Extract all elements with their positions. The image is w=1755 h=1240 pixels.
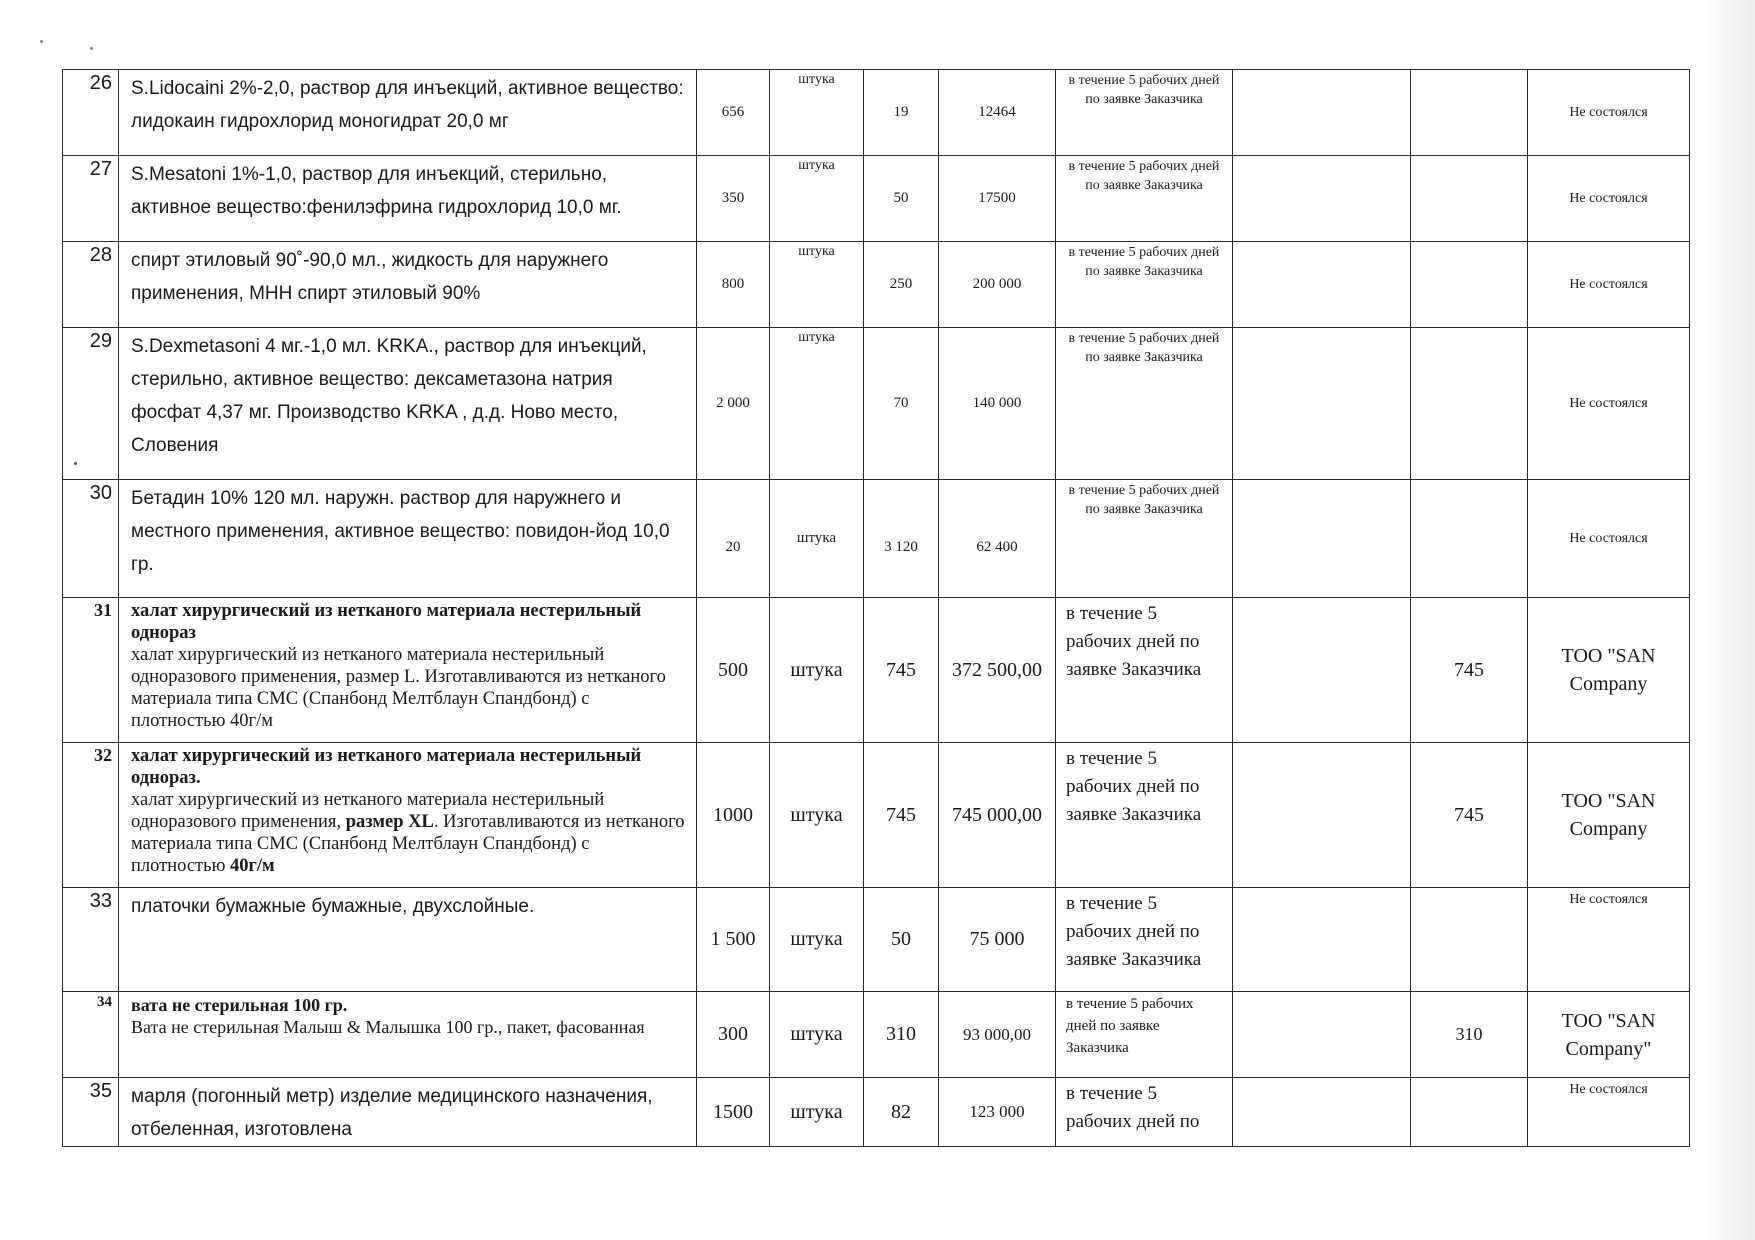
total-sum: 123 000	[939, 1078, 1056, 1147]
delivery-term: в течение 5 рабочих дней по заявке Заказчика	[1056, 242, 1233, 328]
supplier-name: ТОО "SAN Company	[1528, 598, 1690, 743]
unit: штука	[770, 992, 864, 1078]
item-description	[119, 598, 697, 743]
item-size: размер XL	[345, 812, 434, 832]
table-row	[63, 888, 1690, 992]
item-description: платочки бумажные бумажные, двухслойные.	[119, 888, 697, 992]
item-description: марля (погонный метр) изделие медицинского назначения, отбеленная, изготовлена	[119, 1078, 697, 1147]
unit: штука	[770, 888, 864, 992]
table-row	[63, 70, 1690, 156]
winner-price	[1411, 888, 1528, 992]
supplier-name: ТОО "SAN Company	[1528, 743, 1690, 888]
empty-cell	[1233, 328, 1411, 480]
item-detail: Вата не стерильная Малыш & Малышка 100 гр., пакет, фасованная	[131, 1017, 645, 1037]
empty-cell	[1233, 992, 1411, 1078]
unit-price: 745	[864, 598, 939, 743]
winner-price	[1411, 480, 1528, 598]
total-sum: 12464	[939, 70, 1056, 156]
delivery-term: в течение 5 рабочих дней по заявке Заказчика	[1056, 480, 1233, 598]
table-row	[63, 598, 1690, 743]
item-description	[119, 992, 697, 1078]
unit-price: 70	[864, 328, 939, 480]
table-row	[63, 992, 1690, 1078]
quantity: 300	[697, 992, 770, 1078]
item-title: халат хирургический из нетканого материала нестерильный однораз	[131, 601, 642, 643]
unit-price: 19	[864, 70, 939, 156]
total-sum: 745 000,00	[939, 743, 1056, 888]
supplier-name: ТОО "SAN Company"	[1528, 992, 1690, 1078]
winner-price	[1411, 70, 1528, 156]
empty-cell	[1233, 242, 1411, 328]
procurement-table	[62, 69, 1690, 1147]
quantity: 2 000	[697, 328, 770, 480]
status: Не состоялся	[1528, 888, 1690, 992]
empty-cell	[1233, 598, 1411, 743]
empty-cell	[1233, 70, 1411, 156]
table-row	[63, 242, 1690, 328]
delivery-term: в течение 5 рабочих дней по	[1056, 1078, 1233, 1147]
status: Не состоялся	[1528, 242, 1690, 328]
row-number-text: 29	[89, 330, 112, 352]
item-detail-part: халат хирургический из нетканого материала нестерильный одноразового применения,	[131, 790, 605, 832]
item-detail: халат хирургический из нетканого материала нестерильный одноразового применения, размер L. Изготавливаются из нетканого материала типа СМС (Спанбонд Мелтблаун Спандбонд) с плотностью 40г/м	[131, 645, 666, 731]
status: Не состоялся	[1528, 328, 1690, 480]
total-sum: 372 500,00	[939, 598, 1056, 743]
table-row	[63, 156, 1690, 242]
row-number: 31	[63, 598, 119, 743]
item-density: 40г/м	[230, 856, 275, 876]
item-description: спирт этиловый 90˚-90,0 мл., жидкость для наружнего применения, МНН спирт этиловый 90%	[119, 242, 697, 328]
row-number: 32	[63, 743, 119, 888]
item-description: S.Dexmetasoni 4 мг.-1,0 мл. KRKA., раствор для инъекций, стерильно, активное вещество: дексаметазона натрия фосфат 4,37 мг. Производство KRKA , д.д. Ново место, Словения	[119, 328, 697, 480]
table-row	[63, 328, 1690, 480]
quantity: 656	[697, 70, 770, 156]
item-title: халат хирургический из нетканого материала нестерильный однораз.	[131, 746, 642, 788]
unit-price: 82	[864, 1078, 939, 1147]
winner-price	[1411, 242, 1528, 328]
empty-cell	[1233, 156, 1411, 242]
unit: штука	[770, 598, 864, 743]
total-sum: 62 400	[939, 480, 1056, 598]
item-detail-part: . Изготавливаются из нетканого материала типа СМС (Спанбонд Мелтблаун Спандбонд) с плотностью	[131, 812, 685, 876]
winner-price: 310	[1411, 992, 1528, 1078]
quantity: 800	[697, 242, 770, 328]
winner-price: 745	[1411, 743, 1528, 888]
unit-price: 3 120	[864, 480, 939, 598]
delivery-term: в течение 5 рабочих дней по заявке Заказчика	[1056, 70, 1233, 156]
scan-speck	[40, 40, 43, 43]
item-description	[119, 743, 697, 888]
total-sum: 200 000	[939, 242, 1056, 328]
empty-cell	[1233, 743, 1411, 888]
item-description: S.Mesatoni 1%-1,0, раствор для инъекций, стерильно, активное вещество:фенилэфрина гидрохлорид 10,0 мг.	[119, 156, 697, 242]
item-description: S.Lidocaini 2%-2,0, раствор для инъекций, активное вещество: лидокаин гидрохлорид моногидрат 20,0 мг	[119, 70, 697, 156]
item-description: Бетадин 10% 120 мл. наружн. раствор для наружнего и местного применения, активное вещество: повидон-йод 10,0 гр.	[119, 480, 697, 598]
status: Не состоялся	[1528, 480, 1690, 598]
row-number: 28	[63, 242, 119, 328]
unit: штука	[770, 156, 864, 242]
quantity: 350	[697, 156, 770, 242]
unit: штука	[770, 1078, 864, 1147]
winner-price	[1411, 156, 1528, 242]
delivery-term: в течение 5 рабочих дней по заявке Заказчика	[1056, 888, 1233, 992]
row-number: 30	[63, 480, 119, 598]
delivery-term: в течение 5 рабочих дней по заявке Заказчика	[1056, 156, 1233, 242]
delivery-term: в течение 5 рабочих дней по заявке Заказчика	[1056, 328, 1233, 480]
quantity: 1500	[697, 1078, 770, 1147]
item-title: вата не стерильная 100 гр.	[131, 995, 348, 1015]
delivery-term: в течение 5 рабочих дней по заявке Заказчика	[1056, 992, 1233, 1078]
total-sum: 140 000	[939, 328, 1056, 480]
table-row	[63, 1078, 1690, 1147]
unit: штука	[770, 328, 864, 480]
unit-price: 250	[864, 242, 939, 328]
scan-speck	[90, 47, 93, 50]
unit-price: 50	[864, 156, 939, 242]
unit: штука	[770, 242, 864, 328]
page-edge-shadow	[1705, 0, 1755, 1240]
empty-cell	[1233, 888, 1411, 992]
status: Не состоялся	[1528, 70, 1690, 156]
row-number: 33	[63, 888, 119, 992]
delivery-term: в течение 5 рабочих дней по заявке Заказчика	[1056, 598, 1233, 743]
row-number	[63, 328, 119, 480]
empty-cell	[1233, 1078, 1411, 1147]
scan-speck	[74, 462, 77, 465]
total-sum: 17500	[939, 156, 1056, 242]
row-number: 27	[63, 156, 119, 242]
winner-price: 745	[1411, 598, 1528, 743]
row-number: 35	[63, 1078, 119, 1147]
status: Не состоялся	[1528, 156, 1690, 242]
unit: штука	[770, 480, 864, 598]
unit: штука	[770, 70, 864, 156]
empty-cell	[1233, 480, 1411, 598]
unit-price: 745	[864, 743, 939, 888]
quantity: 500	[697, 598, 770, 743]
total-sum: 93 000,00	[939, 992, 1056, 1078]
winner-price	[1411, 1078, 1528, 1147]
unit-price: 310	[864, 992, 939, 1078]
table-row	[63, 480, 1690, 598]
quantity: 20	[697, 480, 770, 598]
row-number: 34	[63, 992, 119, 1078]
table-row	[63, 743, 1690, 888]
delivery-term: в течение 5 рабочих дней по заявке Заказчика	[1056, 743, 1233, 888]
quantity: 1 500	[697, 888, 770, 992]
total-sum: 75 000	[939, 888, 1056, 992]
unit: штука	[770, 743, 864, 888]
row-number: 26	[63, 70, 119, 156]
unit-price: 50	[864, 888, 939, 992]
status: Не состоялся	[1528, 1078, 1690, 1147]
winner-price	[1411, 328, 1528, 480]
quantity: 1000	[697, 743, 770, 888]
